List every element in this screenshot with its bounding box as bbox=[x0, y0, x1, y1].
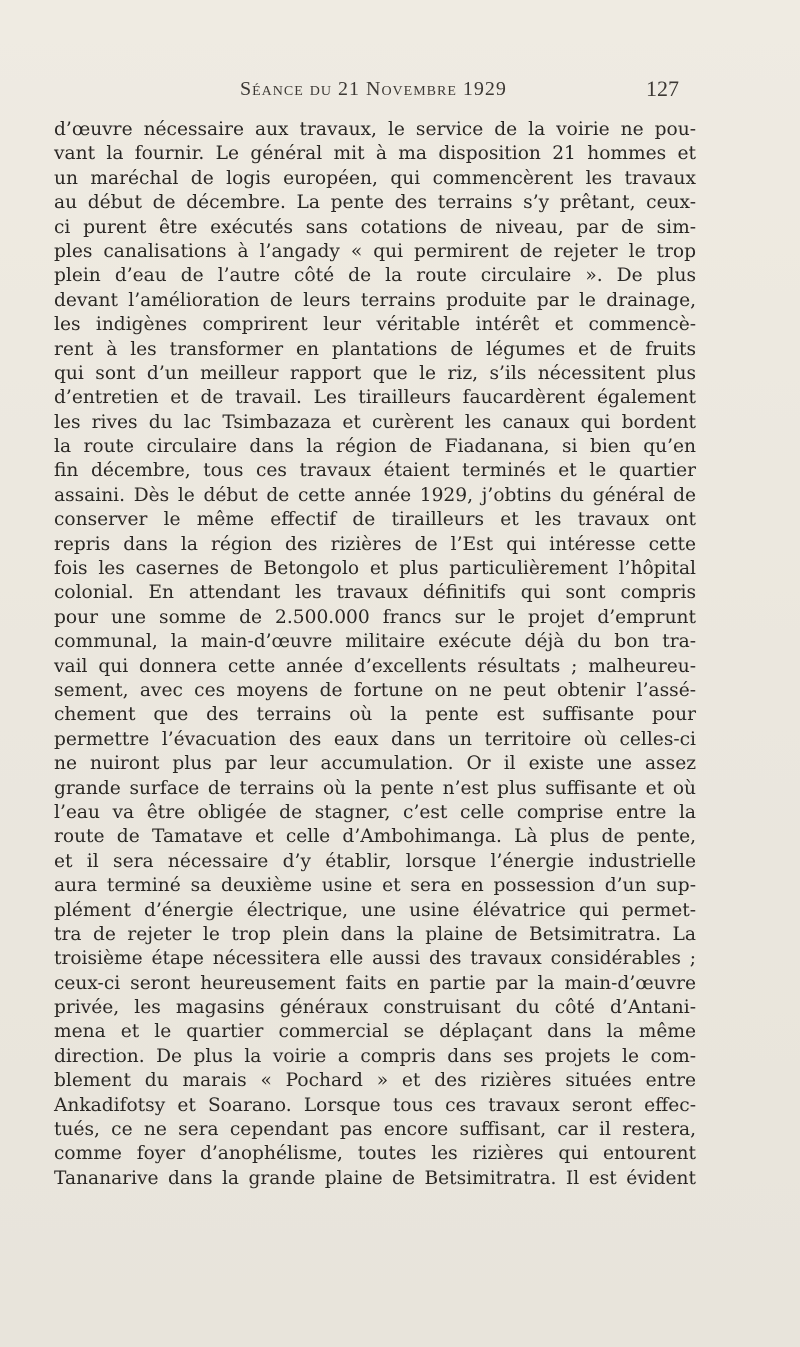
text-line: privée, les magasins généraux construisant du côté d’Antani- bbox=[54, 997, 696, 1019]
text-line: au début de décembre. La pente des terrains s’y prêtant, ceux- bbox=[54, 192, 696, 214]
text-line: pour une somme de 2.500.000 francs sur le projet d’emprunt bbox=[54, 606, 696, 628]
text-line: comme foyer d’anophélisme, toutes les rizières qui entourent bbox=[54, 1143, 696, 1165]
text-line: grande surface de terrains où la pente n’est plus suffisante et où bbox=[54, 777, 696, 799]
text-line: conserver le même effectif de tirailleurs et les travaux ont bbox=[54, 509, 696, 531]
text-line: la route circulaire dans la région de Fiadanana, si bien qu’en bbox=[54, 436, 696, 458]
text-line: et il sera nécessaire d’y établir, lorsque l’énergie industrielle bbox=[54, 850, 696, 872]
text-line: ci purent être exécutés sans cotations de niveau, par de sim- bbox=[54, 216, 696, 238]
text-line: ples canalisations à l’angady « qui permirent de rejeter le trop bbox=[54, 240, 696, 262]
text-line: les indigènes comprirent leur véritable intérêt et commencè- bbox=[54, 314, 696, 336]
text-line: un maréchal de logis européen, qui commencèrent les travaux bbox=[54, 167, 696, 189]
text-line: ne nuiront plus par leur accumulation. Or il existe une assez bbox=[54, 753, 696, 775]
text-line: communal, la main-d’œuvre militaire exécute déjà du bon tra- bbox=[54, 631, 696, 653]
text-line: d’œuvre nécessaire aux travaux, le service de la voirie ne pou- bbox=[54, 119, 696, 140]
text-line: permettre l’évacuation des eaux dans un territoire où celles-ci bbox=[54, 728, 696, 750]
running-header bbox=[0, 78, 800, 108]
text-line: les rives du lac Tsimbazaza et curèrent les canaux qui bordent bbox=[54, 411, 696, 433]
text-line: plein d’eau de l’autre côté de la route circulaire ». De plus bbox=[54, 265, 696, 287]
text-line: l’eau va être obligée de stagner, c’est celle comprise entre la bbox=[54, 801, 696, 823]
text-line: repris dans la région des rizières de l’Est qui intéresse cette bbox=[54, 533, 696, 555]
text-line: plément d’énergie électrique, une usine élévatrice qui permet- bbox=[54, 899, 696, 921]
text-line: fin décembre, tous ces travaux étaient terminés et le quartier bbox=[54, 460, 696, 482]
text-line: tra de rejeter le trop plein dans la plaine de Betsimitratra. La bbox=[54, 923, 696, 945]
text-line: chement que des terrains où la pente est suffisante pour bbox=[54, 704, 696, 726]
text-line: rent à les transformer en plantations de légumes et de fruits bbox=[54, 338, 696, 360]
text-line: troisième étape nécessitera elle aussi des travaux considérables ; bbox=[54, 948, 696, 970]
body-text bbox=[54, 118, 696, 1191]
text-line: vail qui donnera cette année d’excellents résultats ; malheureu- bbox=[54, 655, 696, 677]
text-line: qui sont d’un meilleur rapport que le riz, s’ils nécessitent plus bbox=[54, 362, 696, 384]
text-line: colonial. En attendant les travaux définitifs qui sont compris bbox=[54, 582, 696, 604]
text-line: mena et le quartier commercial se déplaçant dans la même bbox=[54, 1021, 696, 1043]
header-title: Séance du 21 Novembre 1929 bbox=[240, 78, 507, 100]
text-line: direction. De plus la voirie a compris dans ses projets le com- bbox=[54, 1045, 696, 1067]
text-line: Tananarive dans la grande plaine de Betsimitratra. Il est évident bbox=[54, 1167, 696, 1189]
text-line: fois les casernes de Betongolo et plus particulièrement l’hôpital bbox=[54, 558, 696, 580]
text-line: d’entretien et de travail. Les tirailleurs faucardèrent également bbox=[54, 387, 696, 409]
text-line: assaini. Dès le début de cette année 1929, j’obtins du général de bbox=[54, 484, 696, 506]
text-line: Ankadifotsy et Soarano. Lorsque tous ces travaux seront effec- bbox=[54, 1094, 696, 1116]
text-line: sement, avec ces moyens de fortune on ne peut obtenir l’assé- bbox=[54, 679, 696, 701]
page-number: 127 bbox=[646, 76, 679, 101]
text-line: devant l’amélioration de leurs terrains produite par le drainage, bbox=[54, 289, 696, 311]
text-line: blement du marais « Pochard » et des rizières situées entre bbox=[54, 1070, 696, 1092]
text-line: aura terminé sa deuxième usine et sera en possession d’un sup- bbox=[54, 875, 696, 897]
text-line: vant la fournir. Le général mit à ma disposition 21 hommes et bbox=[54, 143, 696, 165]
text-line: ceux-ci seront heureusement faits en partie par la main-d’œuvre bbox=[54, 972, 696, 994]
text-line: tués, ce ne sera cependant pas encore suffisant, car il restera, bbox=[54, 1119, 696, 1141]
text-line: route de Tamatave et celle d’Ambohimanga. Là plus de pente, bbox=[54, 826, 696, 848]
